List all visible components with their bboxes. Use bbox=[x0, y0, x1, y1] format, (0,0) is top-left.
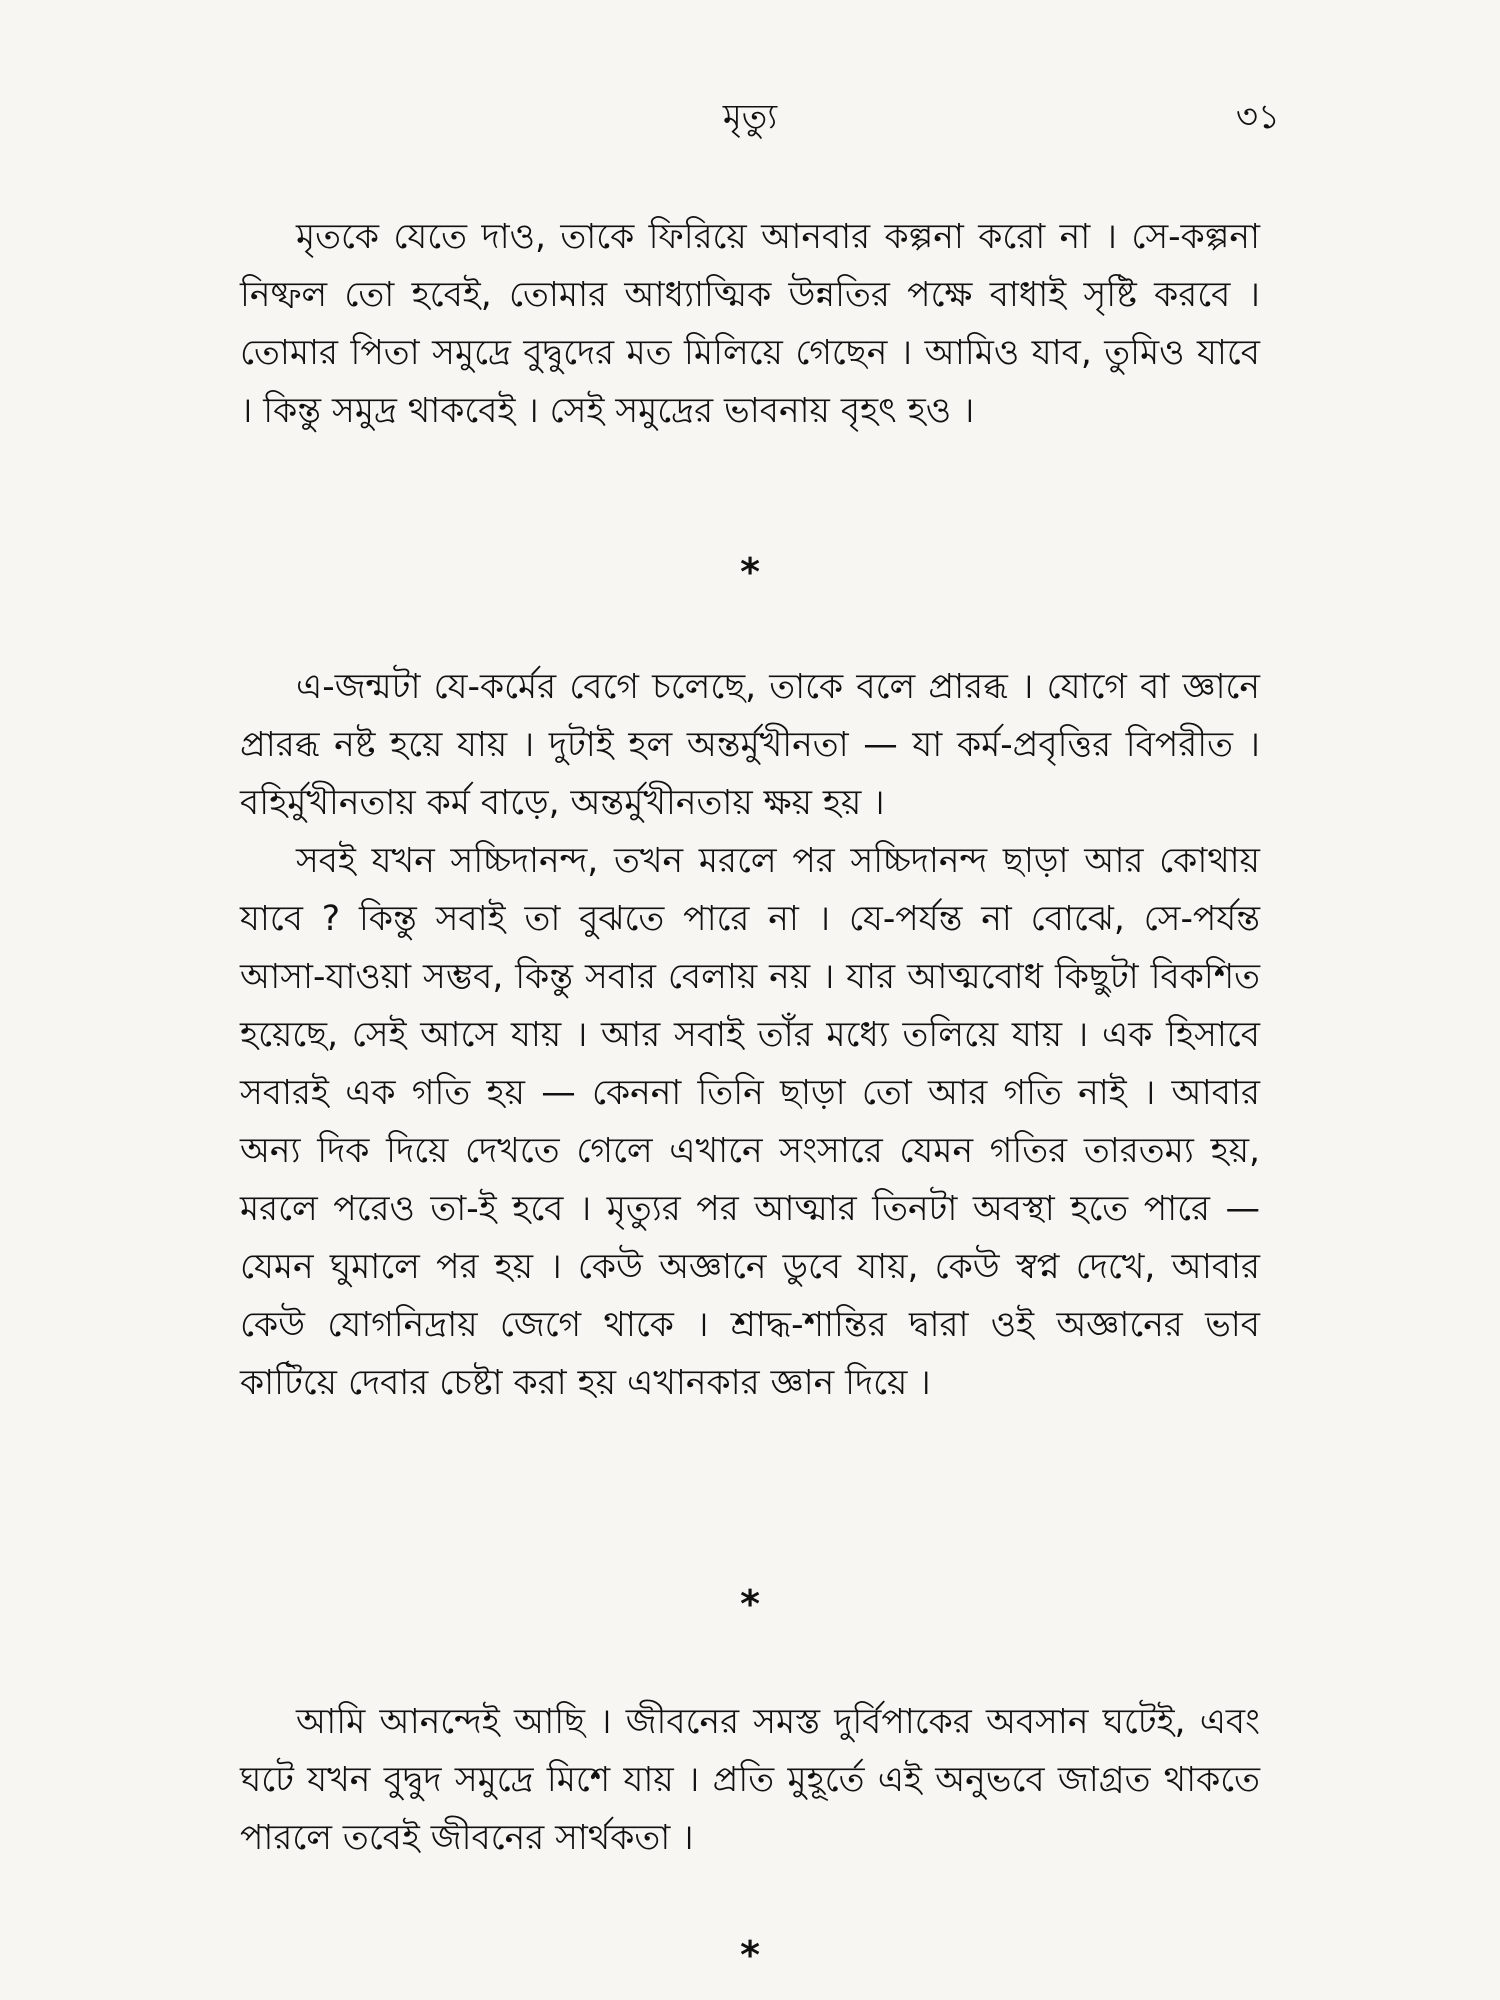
chapter-title: মৃত্যু bbox=[722, 97, 778, 137]
paragraph: সবই যখন সচ্চিদানন্দ, তখন মরলে পর সচ্চিদানন্দ ছাড়া আর কোথায় যাবে ? কিন্তু সবাই তা বুঝতে পারে না । যে-পর্যন্ত না বোঝে, সে-পর্যন্ত আসা-যাওয়া সম্ভব, কিন্তু সবার বেলায় নয় । যার আত্মবোধ কিছুটা বিকশিত হয়েছে, সেই আসে যায় । আর সবাই তাঁর মধ্যে তলিয়ে যায় । এক হিসাবে সবারই এক গতি হয় — কেননা তিনি ছাড়া তো আর গতি নাই । আবার অন্য দিক দিয়ে দেখতে গেলে এখানে সংসারে যেমন গতির তারতম্য হয়, মরলে পরেও তা-ই হবে । মৃত্যুর পর আত্মার তিনটা অবস্থা হতে পারে — যেমন ঘুমালে পর হয় । কেউ অজ্ঞানে ডুবে যায়, কেউ স্বপ্ন দেখে, আবার কেউ যোগনিদ্রায় জেগে থাকে । শ্রাদ্ধ-শান্তির দ্বারা ওই অজ্ঞানের ভাব কাটিয়ে দেবার চেষ্টা করা হয় এখানকার জ্ঞান দিয়ে । bbox=[240, 841, 1260, 1403]
section-separator: * bbox=[740, 1582, 760, 1626]
running-head bbox=[0, 92, 1500, 142]
text-section-2 bbox=[240, 658, 1260, 1412]
paragraph: মৃতকে যেতে দাও, তাকে ফিরিয়ে আনবার কল্পনা করো না । সে-কল্পনা নিষ্ফল তো হবেই, তোমার আধ্যাত্মিক উন্নতির পক্ষে বাধাই সৃষ্টি করবে । তোমার পিতা সমুদ্রে বুদ্বুদের মত মিলিয়ে গেছেন । আমিও যাব, তুমিও যাবে । কিন্তু সমুদ্র থাকবেই । সেই সমুদ্রের ভাবনায় বৃহৎ হও । bbox=[240, 217, 1260, 431]
text-section-3 bbox=[240, 1693, 1260, 1867]
paragraph: আমি আনন্দেই আছি । জীবনের সমস্ত দুর্বিপাকের অবসান ঘটেই, এবং ঘটে যখন বুদ্বুদ সমুদ্রে মিশে যায় । প্রতি মুহূর্তে এই অনুভবে জাগ্রত থাকতে পারলে তবেই জীবনের সার্থকতা । bbox=[240, 1702, 1260, 1858]
page-number: ৩১ bbox=[1235, 97, 1280, 137]
section-separator: * bbox=[740, 550, 760, 594]
section-separator: * bbox=[740, 1933, 760, 1977]
text-section-1 bbox=[240, 208, 1260, 440]
paragraph: এ-জন্মটা যে-কর্মের বেগে চলেছে, তাকে বলে প্রারব্ধ । যোগে বা জ্ঞানে প্রারব্ধ নষ্ট হয়ে যায় । দুটাই হল অন্তর্মুখীনতা — যা কর্ম-প্রবৃত্তির বিপরীত । বহির্মুখীনতায় কর্ম বাড়ে, অন্তর্মুখীনতায় ক্ষয় হয় । bbox=[240, 667, 1260, 823]
